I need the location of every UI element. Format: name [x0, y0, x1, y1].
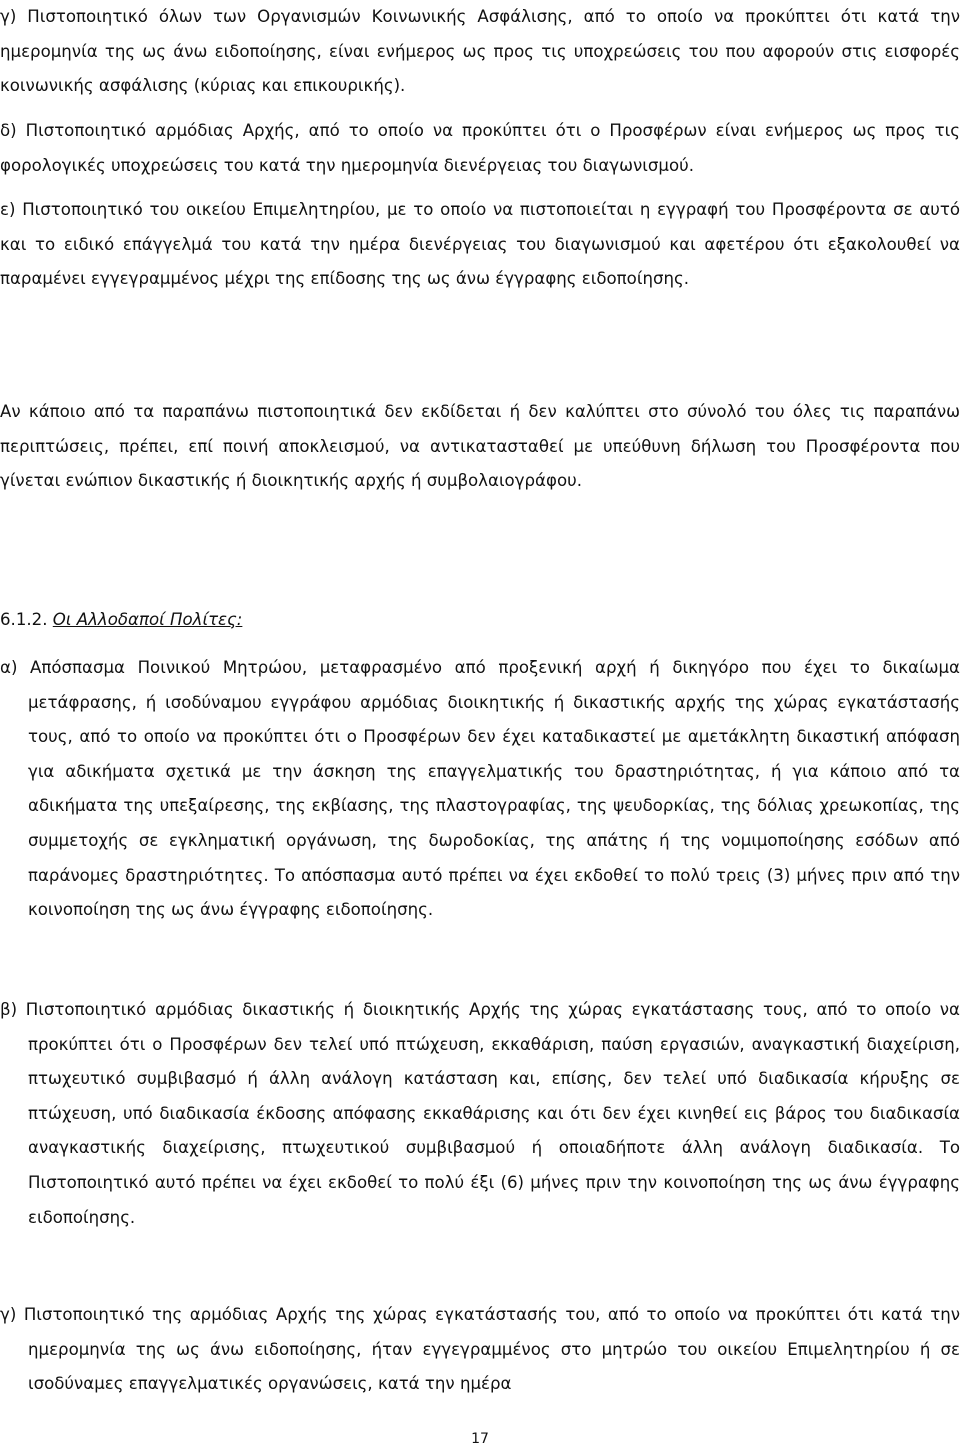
list-item-gamma: γ) Πιστοποιητικό της αρμόδιας Αρχής της χώρας εγκατάστασής του, από το οποίο να προκύπτει ότι κατά την ημερομηνία της ως άνω ειδοποίησης, ήταν εγγεγραμμένος στο μητρώο του οικείου Επιμελητηρίου ή σε ισοδύναμες επαγγελματικές οργανώσεις, κατά την ημέρα: [0, 1305, 960, 1394]
section-title: Οι Αλλοδαποί Πολίτες:: [52, 610, 243, 629]
list-item-beta: β) Πιστοποιητικό αρμόδιας δικαστικής ή διοικητικής Αρχής της χώρας εγκατάστασης τους, από το οποίο να προκύπτει ότι ο Προσφέρων δεν τελεί υπό πτώχευση, εκκαθάριση, παύση εργασιών, αναγκαστική διαχείριση, πτωχευτικό συμβιβασμό ή άλλη ανάλογη κατάσταση και, επίσης, δεν τελεί υπό διαδικασία κήρυξης σε πτώχευση, υπό διαδικασία έκδοσης απόφασης εκκαθάρισης και ότι δεν έχει κινηθεί εις βάρος του διαδικασία αναγκαστικής διαχείρισης, πτωχευτικού συμβιβασμού ή οποιαδήποτε άλλη ανάλογη διαδικασία. Το Πιστοποιητικό αυτό πρέπει να έχει εκδοθεί το πολύ έξι (6) μήνες πριν την κοινοποίηση της ως άνω έγγραφης ειδοποίησης.: [0, 1000, 960, 1227]
paragraph-gamma-certificate: γ) Πιστοποιητικό όλων των Οργανισμών Κοινωνικής Ασφάλισης, από το οποίο να προκύπτει ότι κατά την ημερομηνία της ως άνω ειδοποίησης, είναι ενήμερος ως προς τις υποχρεώσεις του που αφορούν στις εισφορές κοινωνικής ασφάλισης (κύριας και επικουρικής).: [0, 7, 960, 96]
section-heading: [0, 603, 242, 638]
list-item-alpha: α) Απόσπασμα Ποινικού Μητρώου, μεταφρασμένο από προξενική αρχή ή δικηγόρο που έχει το δικαίωμα μετάφρασης, ή ισοδύναμου εγγράφου αρμόδιας διοικητικής ή δικαστικής αρχής της χώρας εγκατάστασής τους, από το οποίο να προκύπτει ότι ο Προσφέρων δεν έχει καταδικαστεί με αμετάκλητη δικαστική απόφαση για αδικήματα σχετικά με την άσκηση της επαγγελματικής του δραστηριότητας, ή για κάποιο από τα αδικήματα της υπεξαίρεσης, της εκβίασης, της πλαστογραφίας, της ψευδορκίας, της δόλιας χρεωκοπίας, της συμμετοχής σε εγκληματική οργάνωση, της δωροδοκίας, της απάτης ή της νομιμοποίησης εσόδων από παράνομες δραστηριότητες. Το απόσπασμα αυτό πρέπει να έχει εκδοθεί το πολύ τρεις (3) μήνες πριν από την κοινοποίηση της ως άνω έγγραφης ειδοποίησης.: [0, 658, 960, 920]
page-number: 17: [471, 1431, 489, 1447]
paragraph-epsilon-certificate: ε) Πιστοποιητικό του οικείου Επιμελητηρίου, με το οποίο να πιστοποιείται η εγγραφή του Προσφέροντα σε αυτό και το ειδικό επάγγελμά του κατά την ημέρα διενέργειας του διαγωνισμού και αφετέρου ότι εξακολουθεί να παραμένει εγγεγραμμένος μέχρι της επίδοσης της ως άνω έγγραφης ειδοποίησης.: [0, 200, 960, 289]
paragraph-substitution-note: Αν κάποιο από τα παραπάνω πιστοποιητικά δεν εκδίδεται ή δεν καλύπτει στο σύνολό του όλες τις παραπάνω περιπτώσεις, πρέπει, επί ποινή αποκλεισμού, να αντικατασταθεί με υπεύθυνη δήλωση του Προσφέροντα που γίνεται ενώπιον δικαστικής ή διοικητικής αρχής ή συμβολαιογράφου.: [0, 402, 960, 491]
paragraph-delta-certificate: δ) Πιστοποιητικό αρμόδιας Αρχής, από το οποίο να προκύπτει ότι ο Προσφέρων είναι ενήμερος ως προς τις φορολογικές υποχρεώσεις του κατά την ημερομηνία διενέργειας του διαγωνισμού.: [0, 121, 960, 175]
section-number: 6.1.2.: [0, 610, 48, 629]
